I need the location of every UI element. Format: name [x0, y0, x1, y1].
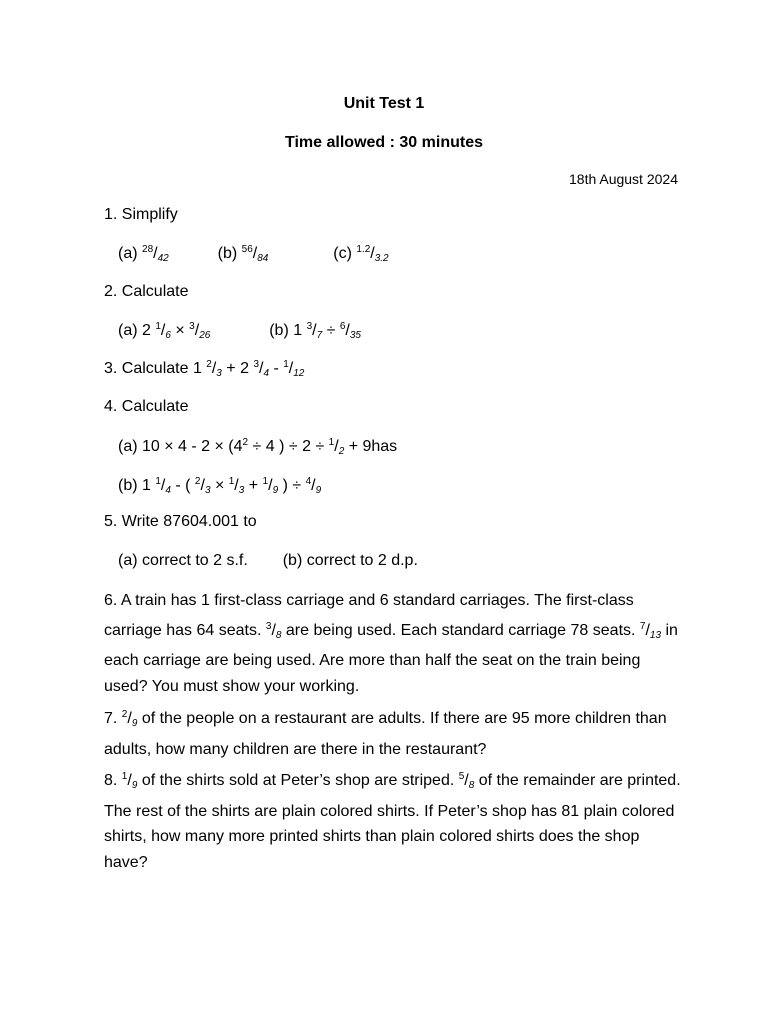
question-7	[104, 702, 684, 762]
q2a-denominator-2: 26	[199, 330, 211, 341]
q8-numerator-2: 5	[458, 771, 465, 782]
q7-numerator: 2	[121, 709, 128, 720]
q6-text-3: in each carriage are being used. Are more than half the seat on the train being used? You must show your working.	[104, 621, 678, 695]
q4b-operator-1: - (	[170, 477, 195, 494]
question-5-parts	[118, 552, 418, 570]
q3-text: 3. Calculate 1	[104, 360, 207, 377]
q4b-numerator-1: 1	[155, 476, 161, 487]
q3-denominator-2: 4	[263, 368, 270, 379]
page-title: Unit Test 1	[343, 95, 425, 112]
q4b-operator-2: ×	[210, 477, 229, 494]
question-4a	[118, 437, 397, 457]
question-3	[104, 359, 304, 379]
q4b-denominator-3: 3	[238, 485, 245, 496]
question-5-stem: 5. Write 87604.001 to	[104, 513, 257, 530]
q4a-text: (a) 10 × 4 - 2 × (4	[118, 438, 243, 455]
q8-denominator-1: 9	[131, 780, 138, 791]
q2b-label: (b) 1	[269, 322, 303, 339]
fraction-slash: /	[211, 360, 217, 377]
fraction-slash: /	[271, 621, 276, 639]
q4b-numerator-2: 2	[194, 476, 201, 487]
q3-numerator-2: 3	[253, 359, 259, 370]
fraction-slash: /	[370, 245, 375, 262]
fraction-slash: /	[464, 772, 469, 789]
fraction-slash: /	[252, 245, 258, 262]
q1a-label: (a)	[118, 245, 138, 262]
fraction-slash: /	[194, 322, 200, 339]
question-4b	[118, 476, 321, 496]
question-1-parts	[118, 244, 389, 264]
q1b-numerator: 56	[241, 244, 253, 255]
time-allowed: Time allowed : 30 minutes	[285, 134, 483, 151]
question-4-stem: 4. Calculate	[104, 398, 189, 415]
q3-denominator-3: 12	[293, 368, 305, 379]
q4b-numerator-3: 1	[228, 476, 235, 487]
q1b-label: (b)	[217, 245, 238, 262]
q1a-denominator: 42	[157, 253, 169, 264]
q2a-operator: ×	[170, 322, 190, 339]
q3-denominator-1: 3	[216, 368, 222, 379]
q2a-label: (a) 2	[118, 322, 151, 339]
q1c-denominator: 3.2	[374, 253, 389, 264]
q8-text-1: of the shirts sold at Peter’s shop are striped.	[137, 772, 459, 789]
q4a-exponent: 2	[242, 437, 249, 448]
q1c-label: (c)	[333, 245, 352, 262]
fraction-slash: /	[153, 245, 158, 262]
q6-denominator-2: 13	[649, 629, 662, 641]
fraction-slash: /	[234, 477, 239, 494]
q4b-text: (b) 1	[118, 477, 156, 494]
test-date: 18th August 2024	[569, 171, 678, 187]
q2b-numerator-1: 3	[306, 321, 313, 332]
q4b-operator-4: ) ÷	[278, 477, 306, 494]
q1c-numerator: 1.2	[356, 244, 371, 255]
q8-text-2: of the remainder are printed. The rest of the shirts are plain colored shirts. If Peter’s shop has 81 plain colored shirts, how many more printed shirts than plain colored shirts does the shop have?	[104, 772, 681, 871]
q4b-numerator-4: 1	[262, 476, 269, 487]
q3-numerator-1: 2	[206, 359, 212, 370]
question-8	[104, 764, 684, 875]
fraction-slash: /	[200, 477, 205, 494]
q3-operator-1: + 2	[221, 360, 254, 377]
q7-number: 7.	[104, 710, 122, 727]
fraction-slash: /	[160, 322, 166, 339]
q2a-numerator-2: 3	[189, 321, 195, 332]
q4b-numerator-5: 4	[305, 476, 312, 487]
q6-numerator-2: 7	[639, 620, 646, 632]
q6-denominator-1: 8	[275, 629, 282, 641]
q4b-operator-3: +	[244, 477, 263, 494]
question-2-stem: 2. Calculate	[104, 283, 189, 300]
q2b-numerator-2: 6	[339, 321, 346, 332]
question-2-parts	[118, 321, 361, 341]
fraction-slash: /	[288, 360, 294, 377]
q4a-text-end: + 9has	[344, 438, 398, 455]
fraction-slash: /	[334, 438, 339, 455]
q2b-operator: ÷	[322, 322, 340, 339]
q8-number: 8.	[104, 772, 122, 789]
q6-text-2: are being used. Each standard carriage 78 seats.	[281, 621, 640, 639]
q2a-numerator-1: 1	[155, 321, 161, 332]
q4b-denominator-4: 9	[272, 485, 279, 496]
q8-denominator-2: 8	[468, 780, 475, 791]
q2b-denominator-1: 7	[316, 330, 323, 341]
q7-text: of the people on a restaurant are adults. If there are 95 more children than adults, how many children are there in the restaurant?	[104, 710, 667, 758]
fraction-slash: /	[345, 322, 350, 339]
q4a-numerator: 1	[328, 437, 335, 448]
fraction-slash: /	[645, 621, 650, 639]
q3-numerator-3: 1	[283, 359, 289, 370]
q1a-numerator: 28	[142, 244, 154, 255]
fraction-slash: /	[127, 772, 132, 789]
q7-denominator: 9	[131, 718, 138, 729]
q4b-denominator-5: 9	[315, 485, 322, 496]
q2a-denominator-1: 6	[165, 330, 171, 341]
q5a-text: (a) correct to 2 s.f.	[118, 552, 248, 569]
fraction-slash: /	[312, 322, 317, 339]
q4b-denominator-2: 3	[204, 485, 211, 496]
question-1-stem: 1. Simplify	[104, 206, 178, 223]
q5b-text: (b) correct to 2 d.p.	[282, 552, 418, 569]
fraction-slash: /	[259, 360, 264, 377]
q4a-denominator: 2	[338, 446, 345, 457]
q6-numerator-1: 3	[265, 620, 272, 632]
q2b-denominator-2: 35	[349, 330, 361, 341]
q6-text-1: 6. A train has 1 first-class carriage and 6 standard carriages. The first-class carriage has 64 seats.	[104, 592, 634, 639]
q3-operator-2: -	[269, 360, 284, 377]
q1b-denominator: 84	[257, 253, 269, 264]
fraction-slash: /	[268, 477, 273, 494]
fraction-slash: /	[160, 477, 166, 494]
q4a-text-mid: ÷ 4 ) ÷ 2 ÷	[248, 438, 329, 455]
fraction-slash: /	[127, 710, 132, 727]
q4b-denominator-1: 4	[165, 485, 171, 496]
fraction-slash: /	[311, 477, 316, 494]
q8-numerator-1: 1	[121, 771, 128, 782]
question-6	[104, 588, 684, 699]
